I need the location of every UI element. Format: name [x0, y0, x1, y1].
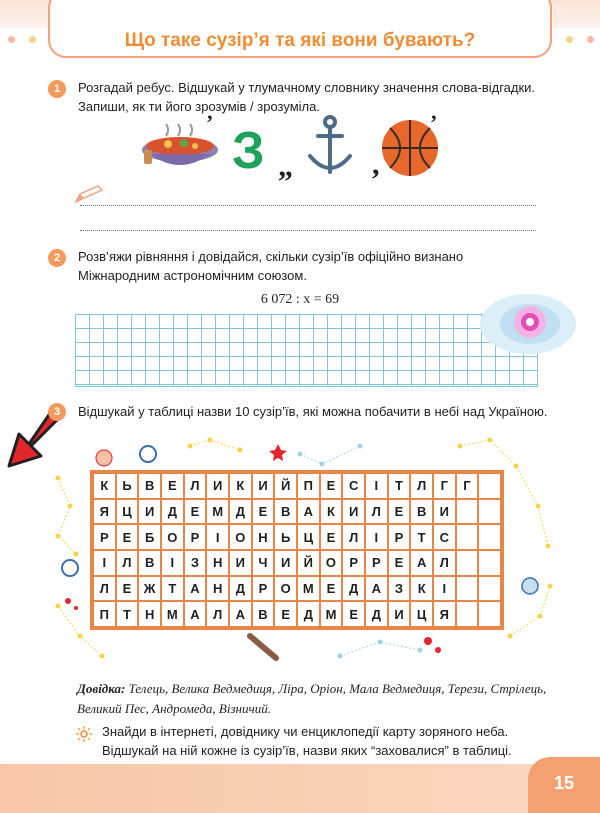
grid-cell[interactable]: О: [161, 524, 184, 550]
grid-cell[interactable]: [456, 601, 479, 627]
grid-cell[interactable]: [478, 576, 501, 602]
grid-cell[interactable]: [456, 499, 479, 525]
grid-cell[interactable]: М: [206, 499, 229, 525]
task-1-text: Розгадай ребус. Відшукай у тлумачному словнику значення слова-відгадки. Запиши, як ти його зрозумів / зрозуміла.: [78, 80, 536, 114]
grid-cell[interactable]: Л: [433, 550, 456, 576]
word-search-table: [90, 470, 504, 630]
grid-cell[interactable]: Е: [320, 473, 343, 499]
grid-cell[interactable]: Д: [161, 499, 184, 525]
grid-cell[interactable]: К: [229, 473, 252, 499]
grid-cell[interactable]: Ь: [116, 473, 139, 499]
answer-line-1[interactable]: [80, 205, 536, 206]
task-1-number: 1: [48, 80, 66, 98]
grid-cell[interactable]: [456, 524, 479, 550]
rebus-comma: ,: [372, 148, 380, 181]
grid-cell[interactable]: Й: [274, 473, 297, 499]
rebus-letter: З: [232, 122, 265, 180]
page-title: Що таке сузір’я та які вони бувають?: [124, 30, 476, 51]
grid-cell[interactable]: Д: [365, 601, 388, 627]
grid-cell[interactable]: Т: [116, 601, 139, 627]
grid-cell[interactable]: Я: [93, 499, 116, 525]
grid-cell[interactable]: В: [138, 473, 161, 499]
grid-cell[interactable]: Л: [93, 576, 116, 602]
grid-cell[interactable]: Е: [388, 499, 411, 525]
grid-cell[interactable]: И: [206, 473, 229, 499]
grid-cell[interactable]: Л: [184, 473, 207, 499]
sun-icon: [76, 726, 92, 742]
bottom-band: [0, 764, 600, 813]
grid-cell[interactable]: [456, 550, 479, 576]
task-3-number: 3: [48, 403, 66, 421]
answer-line-2[interactable]: [80, 230, 536, 231]
grid-cell[interactable]: І: [93, 550, 116, 576]
grid-cell[interactable]: И: [342, 499, 365, 525]
pencil-icon: [74, 184, 104, 204]
grid-cell[interactable]: А: [229, 601, 252, 627]
grid-cell[interactable]: І: [206, 524, 229, 550]
grid-cell[interactable]: Р: [342, 550, 365, 576]
grid-cell[interactable]: В: [138, 550, 161, 576]
grid-cell[interactable]: А: [297, 499, 320, 525]
grid-cell[interactable]: Р: [184, 524, 207, 550]
grid-cell[interactable]: З: [184, 550, 207, 576]
rebus: [140, 110, 450, 182]
grid-cell[interactable]: А: [410, 550, 433, 576]
grid-cell[interactable]: Н: [252, 524, 275, 550]
grid-cell[interactable]: К: [93, 473, 116, 499]
grid-cell[interactable]: А: [184, 576, 207, 602]
answer-grid[interactable]: [75, 314, 538, 387]
extra-task-text: Знайди в інтернеті, довіднику чи енциклопедії карту зоряного неба. Відшукай на ній кожне із сузір’їв, назви яких “заховалися” в таблиці.: [102, 724, 512, 758]
basketball-icon: [382, 110, 438, 176]
grid-cell[interactable]: Д: [342, 576, 365, 602]
grid-cell[interactable]: [478, 601, 501, 627]
grid-cell[interactable]: Е: [252, 499, 275, 525]
grid-cell[interactable]: Ж: [138, 576, 161, 602]
grid-cell[interactable]: Е: [184, 499, 207, 525]
grid-cell[interactable]: І: [365, 524, 388, 550]
grid-cell[interactable]: О: [320, 550, 343, 576]
page-number: 15: [528, 757, 600, 813]
grid-cell[interactable]: Л: [365, 499, 388, 525]
grid-cell[interactable]: В: [274, 499, 297, 525]
grid-cell[interactable]: Е: [116, 524, 139, 550]
grid-cell[interactable]: Е: [320, 576, 343, 602]
grid-cell[interactable]: В: [252, 601, 275, 627]
grid-cell[interactable]: И: [388, 601, 411, 627]
grid-cell[interactable]: Р: [252, 576, 275, 602]
grid-cell[interactable]: О: [229, 524, 252, 550]
grid-cell[interactable]: М: [161, 601, 184, 627]
grid-cell[interactable]: А: [184, 601, 207, 627]
grid-cell[interactable]: Ц: [116, 499, 139, 525]
nebula-icon: [478, 290, 578, 358]
grid-cell[interactable]: Г: [433, 473, 456, 499]
grid-cell[interactable]: М: [297, 576, 320, 602]
grid-cell[interactable]: Д: [297, 601, 320, 627]
grid-cell[interactable]: І: [433, 576, 456, 602]
grid-cell[interactable]: Н: [206, 576, 229, 602]
grid-cell[interactable]: Н: [206, 550, 229, 576]
grid-cell[interactable]: И: [229, 550, 252, 576]
grid-cell[interactable]: [478, 473, 501, 499]
grid-cell[interactable]: Й: [297, 550, 320, 576]
grid-cell[interactable]: И: [138, 499, 161, 525]
grid-cell[interactable]: Р: [365, 550, 388, 576]
grid-cell[interactable]: [456, 576, 479, 602]
grid-cell[interactable]: Ц: [410, 601, 433, 627]
grid-cell[interactable]: З: [388, 576, 411, 602]
grid-cell[interactable]: П: [297, 473, 320, 499]
hint: [77, 679, 547, 719]
anchor-icon: [310, 117, 350, 172]
grid-cell[interactable]: Л: [116, 550, 139, 576]
grid-cell[interactable]: Е: [274, 601, 297, 627]
grid-cell[interactable]: [478, 524, 501, 550]
grid-cell[interactable]: Е: [320, 524, 343, 550]
rebus-comma-double: „: [278, 150, 293, 182]
task-3-text: Відшукай у таблиці назви 10 сузір’їв, які можна побачити в небі над Україною.: [78, 404, 548, 419]
grid-cell[interactable]: П: [93, 601, 116, 627]
hint-label: Довідка:: [77, 681, 126, 696]
grid-cell[interactable]: О: [274, 576, 297, 602]
grid-cell[interactable]: Е: [388, 550, 411, 576]
grid-cell[interactable]: Ч: [252, 550, 275, 576]
grid-cell[interactable]: И: [433, 499, 456, 525]
grid-cell[interactable]: Н: [138, 601, 161, 627]
grid-cell[interactable]: Д: [229, 499, 252, 525]
grid-cell[interactable]: Б: [138, 524, 161, 550]
task-2-text: Розв’яжи рівняння і довідайся, скільки сузір’їв офіційно визнано Міжнародним астрономічним союзом.: [78, 249, 464, 283]
svg-text:’: ’: [430, 110, 438, 135]
grid-cell[interactable]: Т: [161, 576, 184, 602]
grid-cell[interactable]: С: [433, 524, 456, 550]
grid-cell[interactable]: М: [320, 601, 343, 627]
grid-cell[interactable]: Ь: [274, 524, 297, 550]
grid-cell[interactable]: В: [410, 499, 433, 525]
grid-cell[interactable]: І: [365, 473, 388, 499]
task-2-number: 2: [48, 249, 66, 267]
grid-cell[interactable]: К: [320, 499, 343, 525]
grid-cell[interactable]: Л: [206, 601, 229, 627]
grid-cell[interactable]: [478, 499, 501, 525]
decor-dots-right: [545, 36, 594, 43]
grid-cell[interactable]: Я: [433, 601, 456, 627]
equation: 6 072 : x = 69: [260, 292, 340, 307]
grid-cell[interactable]: Л: [410, 473, 433, 499]
hint-text: Телець, Велика Ведмедиця, Ліра, Оріон, Мала Ведмедиця, Терези, Стрілець, Великий Пес, Андромеда, Візничий.: [77, 681, 547, 716]
grid-cell[interactable]: Е: [116, 576, 139, 602]
grid-cell[interactable]: І: [161, 550, 184, 576]
grid-cell[interactable]: Е: [161, 473, 184, 499]
grid-cell[interactable]: К: [410, 576, 433, 602]
grid-cell[interactable]: Ц: [297, 524, 320, 550]
grid-cell[interactable]: Т: [410, 524, 433, 550]
grid-cell[interactable]: Е: [342, 601, 365, 627]
grid-cell[interactable]: Д: [229, 576, 252, 602]
grid-cell[interactable]: И: [252, 473, 275, 499]
svg-text:’: ’: [206, 110, 214, 135]
grid-cell[interactable]: Л: [342, 524, 365, 550]
grid-cell[interactable]: Г: [456, 473, 479, 499]
grid-cell[interactable]: [478, 550, 501, 576]
grid-cell[interactable]: Т: [388, 473, 411, 499]
grid-cell[interactable]: И: [274, 550, 297, 576]
grid-cell[interactable]: Р: [388, 524, 411, 550]
grid-cell[interactable]: С: [342, 473, 365, 499]
grid-cell[interactable]: А: [365, 576, 388, 602]
soup-bowl-icon: [142, 110, 218, 165]
grid-cell[interactable]: Р: [93, 524, 116, 550]
